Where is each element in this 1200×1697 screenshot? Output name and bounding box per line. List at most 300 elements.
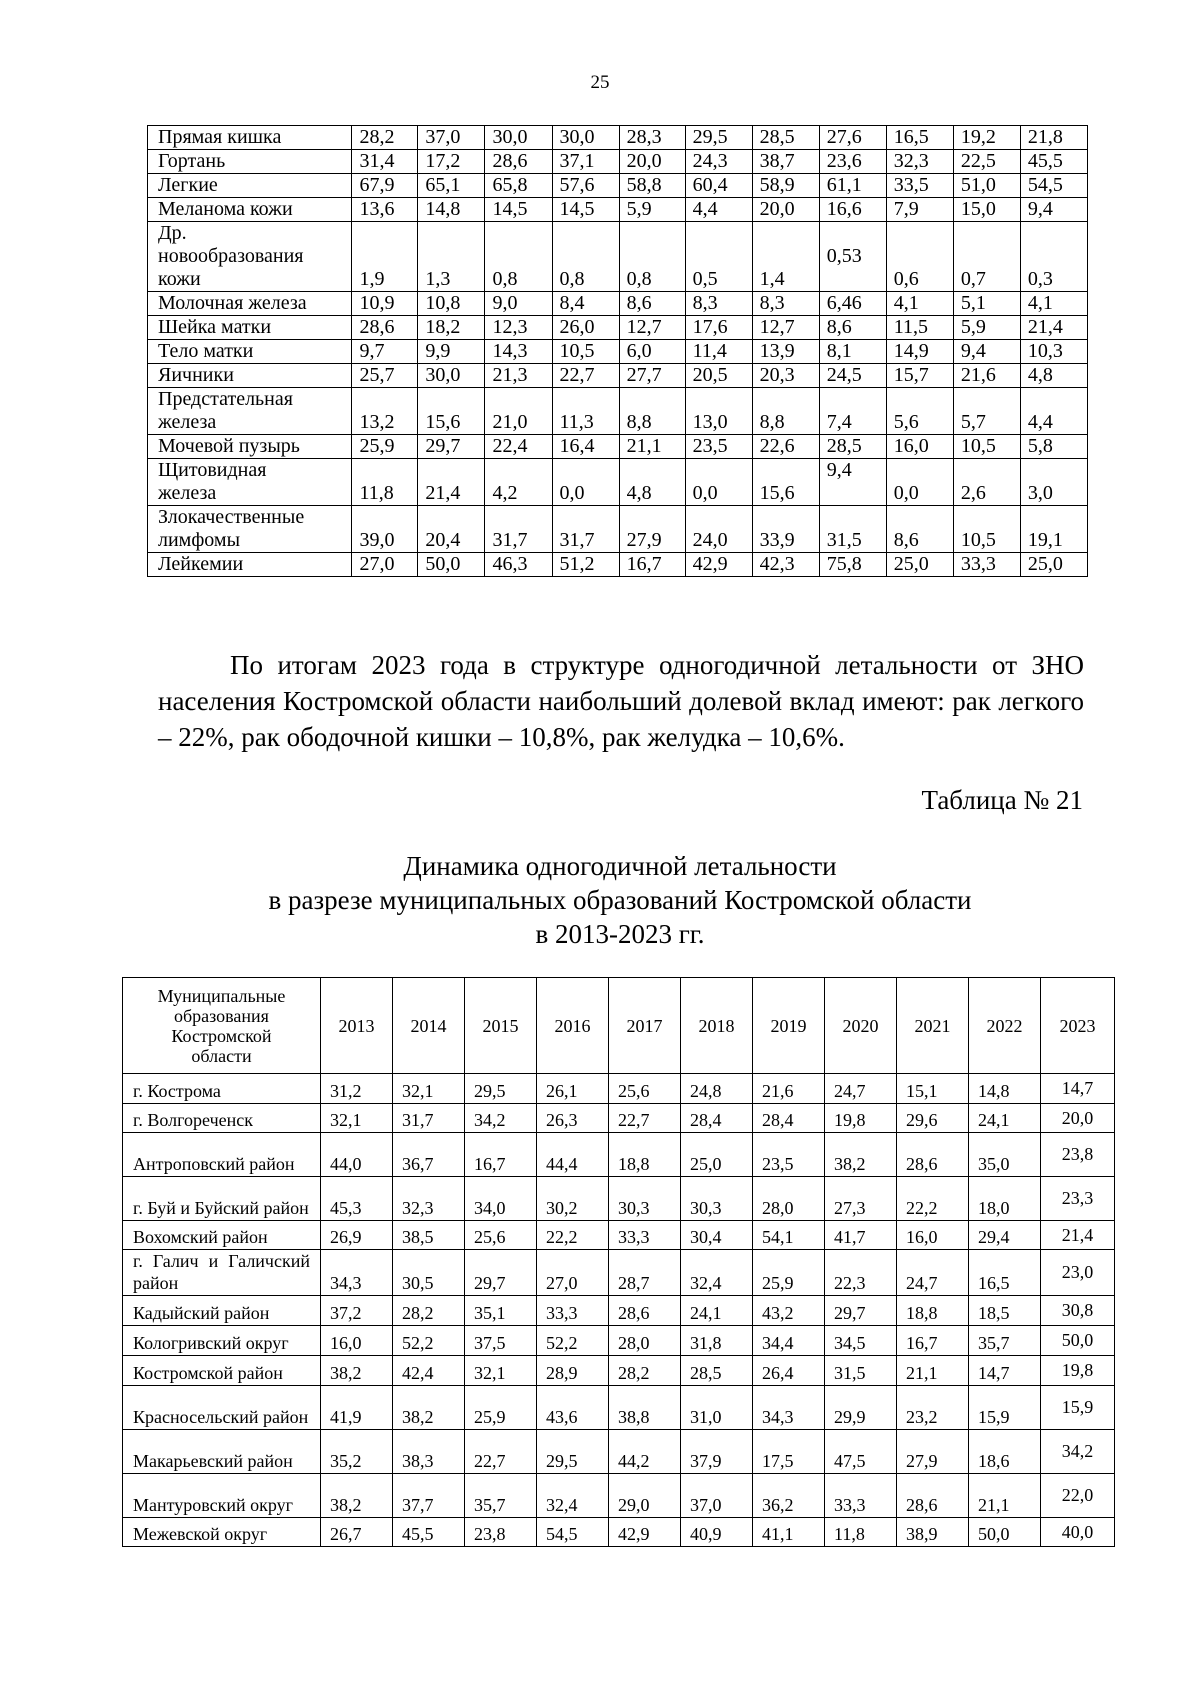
row-label-line: новообразования <box>158 245 304 267</box>
cell-value: 60,4 <box>692 174 728 196</box>
value-cell <box>552 174 619 198</box>
value-cell: 22,0 <box>1041 1474 1115 1518</box>
cell-value: 3,0 <box>1027 482 1053 504</box>
value-cell <box>886 292 953 316</box>
value-cell <box>485 316 552 340</box>
table-row <box>123 1250 1115 1296</box>
value-cell: 41,9 <box>321 1386 393 1430</box>
cell-value: 29,7 <box>425 435 461 457</box>
cell-value: 0,53 <box>826 245 862 267</box>
cell-value: 5,8 <box>1027 435 1053 457</box>
value-cell <box>752 364 819 388</box>
value-cell <box>819 222 886 292</box>
value-cell: 19,8 <box>825 1104 897 1133</box>
cell-value: 17,2 <box>425 150 461 172</box>
municipality-name: Межевской округ <box>123 1518 321 1547</box>
cell-value: 4,4 <box>692 198 718 220</box>
value-cell: 25,9 <box>753 1250 825 1296</box>
value-cell: 50,0 <box>1041 1326 1115 1356</box>
value-cell <box>619 364 685 388</box>
value-cell <box>552 126 619 150</box>
value-cell <box>552 292 619 316</box>
value-cell: 25,6 <box>609 1074 681 1104</box>
value-cell <box>352 459 418 506</box>
cell-value: 25,0 <box>1027 553 1063 575</box>
cell-value: 8,6 <box>626 292 652 314</box>
value-cell: 28,5 <box>681 1356 753 1386</box>
value-cell: 32,4 <box>537 1474 609 1518</box>
value-cell: 29,6 <box>897 1104 969 1133</box>
header-year: 2018 <box>681 978 753 1074</box>
header-year: 2017 <box>609 978 681 1074</box>
value-cell: 38,2 <box>825 1133 897 1177</box>
cell-value: 29,5 <box>692 126 728 148</box>
cell-value: 28,6 <box>492 150 528 172</box>
row-label-line: Тело матки <box>158 340 254 362</box>
cell-value: 4,4 <box>1027 411 1053 433</box>
value-cell <box>953 174 1020 198</box>
cell-value: 0,0 <box>692 482 718 504</box>
value-cell <box>685 506 752 553</box>
value-cell: 22,3 <box>825 1250 897 1296</box>
value-cell <box>685 435 752 459</box>
value-cell <box>352 292 418 316</box>
value-cell <box>352 174 418 198</box>
value-cell: 31,8 <box>681 1326 753 1356</box>
value-cell: 18,5 <box>969 1296 1041 1326</box>
cell-value: 0,0 <box>893 482 919 504</box>
value-cell <box>752 553 819 577</box>
caption-line-1: Динамика одногодичной летальности <box>403 851 837 881</box>
table-row <box>148 364 1088 388</box>
table-row <box>148 553 1088 577</box>
value-cell <box>619 435 685 459</box>
header-year: 2013 <box>321 978 393 1074</box>
value-cell: 32,4 <box>681 1250 753 1296</box>
cell-value: 11,3 <box>559 411 594 433</box>
value-cell <box>418 364 485 388</box>
cell-value: 8,1 <box>826 340 852 362</box>
row-label-line: лимфомы <box>158 529 241 551</box>
value-cell <box>352 126 418 150</box>
value-cell <box>819 292 886 316</box>
value-cell <box>552 340 619 364</box>
cell-value: 10,9 <box>359 292 395 314</box>
value-cell: 38,2 <box>321 1356 393 1386</box>
value-cell: 47,5 <box>825 1430 897 1474</box>
cell-value: 21,4 <box>425 482 461 504</box>
value-cell <box>819 553 886 577</box>
value-cell <box>752 340 819 364</box>
cell-value: 28,5 <box>759 126 795 148</box>
value-cell <box>619 222 685 292</box>
value-cell <box>1020 174 1087 198</box>
value-cell <box>418 459 485 506</box>
cell-value: 0,0 <box>559 482 585 504</box>
value-cell <box>485 459 552 506</box>
value-cell: 24,1 <box>969 1104 1041 1133</box>
table-row <box>123 1474 1115 1518</box>
municipality-name: Вохомский район <box>123 1221 321 1250</box>
value-cell: 21,6 <box>753 1074 825 1104</box>
value-cell: 23,8 <box>1041 1133 1115 1177</box>
value-cell <box>886 459 953 506</box>
table-row <box>148 174 1088 198</box>
value-cell <box>552 435 619 459</box>
value-cell: 38,9 <box>897 1518 969 1547</box>
value-cell: 14,7 <box>969 1356 1041 1386</box>
cell-value: 67,9 <box>359 174 395 196</box>
value-cell: 30,4 <box>681 1221 753 1250</box>
cell-value: 15,7 <box>893 364 929 386</box>
cell-value: 33,9 <box>759 529 795 551</box>
cell-value: 46,3 <box>492 553 528 575</box>
value-cell <box>485 506 552 553</box>
cell-value: 18,2 <box>425 316 461 338</box>
cell-value: 57,6 <box>559 174 595 196</box>
value-cell <box>1020 316 1087 340</box>
cell-value: 14,8 <box>425 198 461 220</box>
mortality-by-municipality-table <box>122 977 1115 1547</box>
table-row <box>123 1074 1115 1104</box>
municipality-name: г. Кострома <box>123 1074 321 1104</box>
row-label <box>148 316 352 340</box>
cell-value: 10,8 <box>425 292 461 314</box>
caption-line-2: в разрезе муниципальных образований Костромской области <box>268 885 972 915</box>
value-cell: 28,2 <box>609 1356 681 1386</box>
row-label-line: Злокачественные <box>158 506 305 528</box>
value-cell <box>819 198 886 222</box>
cell-value: 9,4 <box>826 459 852 481</box>
cell-value: 30,0 <box>559 126 595 148</box>
cell-value: 24,3 <box>692 150 728 172</box>
cell-value: 0,8 <box>626 268 652 290</box>
row-label <box>148 435 352 459</box>
value-cell <box>352 316 418 340</box>
cell-value: 8,4 <box>559 292 585 314</box>
cell-value: 1,9 <box>359 268 385 290</box>
value-cell: 27,3 <box>825 1177 897 1221</box>
value-cell <box>953 388 1020 435</box>
cell-value: 5,7 <box>960 411 986 433</box>
table-row <box>123 1386 1115 1430</box>
value-cell <box>819 364 886 388</box>
value-cell <box>752 198 819 222</box>
cell-value: 38,7 <box>759 150 795 172</box>
row-label <box>148 553 352 577</box>
row-label <box>148 126 352 150</box>
table-row <box>148 506 1088 553</box>
value-cell <box>752 459 819 506</box>
cell-value: 16,0 <box>893 435 929 457</box>
cell-value: 1,4 <box>759 268 785 290</box>
value-cell <box>886 126 953 150</box>
row-label-line: Гортань <box>158 150 226 172</box>
value-cell: 18,0 <box>969 1177 1041 1221</box>
value-cell: 28,9 <box>537 1356 609 1386</box>
value-cell <box>685 364 752 388</box>
value-cell <box>1020 435 1087 459</box>
value-cell: 33,3 <box>825 1474 897 1518</box>
cell-value: 23,5 <box>692 435 728 457</box>
value-cell <box>819 506 886 553</box>
value-cell <box>619 506 685 553</box>
municipality-name: Кологривский округ <box>123 1326 321 1356</box>
value-cell <box>485 198 552 222</box>
value-cell <box>1020 150 1087 174</box>
value-cell <box>819 174 886 198</box>
municipality-name: Макарьевский район <box>123 1430 321 1474</box>
value-cell <box>953 435 1020 459</box>
value-cell <box>619 316 685 340</box>
cell-value: 23,6 <box>826 150 862 172</box>
cell-value: 27,7 <box>626 364 662 386</box>
value-cell: 34,3 <box>321 1250 393 1296</box>
value-cell: 34,2 <box>1041 1430 1115 1474</box>
value-cell: 28,7 <box>609 1250 681 1296</box>
row-label-line: Шейка матки <box>158 316 272 338</box>
cell-value: 54,5 <box>1027 174 1063 196</box>
value-cell <box>752 506 819 553</box>
cell-value: 28,2 <box>359 126 395 148</box>
value-cell: 40,0 <box>1041 1518 1115 1547</box>
value-cell: 34,4 <box>753 1326 825 1356</box>
value-cell <box>352 364 418 388</box>
value-cell: 28,6 <box>897 1133 969 1177</box>
row-label <box>148 174 352 198</box>
value-cell <box>485 292 552 316</box>
cell-value: 51,0 <box>960 174 996 196</box>
value-cell: 30,3 <box>609 1177 681 1221</box>
value-cell <box>819 316 886 340</box>
table-row <box>148 222 1088 292</box>
cell-value: 20,0 <box>759 198 795 220</box>
value-cell: 22,7 <box>465 1430 537 1474</box>
value-cell <box>485 435 552 459</box>
cell-value: 9,4 <box>1027 198 1053 220</box>
value-cell <box>685 340 752 364</box>
cell-value: 13,6 <box>359 198 395 220</box>
row-label <box>148 340 352 364</box>
value-cell <box>819 388 886 435</box>
value-cell: 33,3 <box>537 1296 609 1326</box>
value-cell: 34,5 <box>825 1326 897 1356</box>
value-cell <box>953 198 1020 222</box>
value-cell: 52,2 <box>537 1326 609 1356</box>
value-cell <box>619 150 685 174</box>
table-row <box>148 388 1088 435</box>
cell-value: 28,5 <box>826 435 862 457</box>
row-label-line: Др. <box>158 222 187 244</box>
cell-value: 58,8 <box>626 174 662 196</box>
table-row <box>148 316 1088 340</box>
row-label-line: кожи <box>158 268 201 290</box>
value-cell <box>953 506 1020 553</box>
row-label-line: Яичники <box>158 364 234 386</box>
value-cell: 29,5 <box>537 1430 609 1474</box>
cell-value: 4,1 <box>1027 292 1053 314</box>
value-cell: 27,0 <box>537 1250 609 1296</box>
cell-value: 65,1 <box>425 174 461 196</box>
cell-value: 33,5 <box>893 174 929 196</box>
value-cell <box>953 292 1020 316</box>
value-cell <box>685 174 752 198</box>
cell-value: 17,6 <box>692 316 728 338</box>
value-cell <box>552 198 619 222</box>
cell-value: 16,7 <box>626 553 662 575</box>
value-cell: 21,1 <box>897 1356 969 1386</box>
value-cell: 40,9 <box>681 1518 753 1547</box>
value-cell: 54,5 <box>537 1518 609 1547</box>
value-cell <box>819 150 886 174</box>
value-cell <box>685 198 752 222</box>
cell-value: 16,5 <box>893 126 929 148</box>
table-row <box>123 1104 1115 1133</box>
value-cell <box>685 459 752 506</box>
cell-value: 33,3 <box>960 553 996 575</box>
value-cell: 28,6 <box>897 1474 969 1518</box>
value-cell: 35,1 <box>465 1296 537 1326</box>
cell-value: 9,0 <box>492 292 518 314</box>
cell-value: 22,4 <box>492 435 528 457</box>
value-cell <box>953 126 1020 150</box>
cell-value: 65,8 <box>492 174 528 196</box>
value-cell <box>886 506 953 553</box>
mortality-by-site-table <box>147 125 1088 577</box>
municipality-name: Кадыйский район <box>123 1296 321 1326</box>
value-cell <box>418 174 485 198</box>
value-cell: 29,0 <box>609 1474 681 1518</box>
value-cell <box>819 340 886 364</box>
table-caption <box>0 849 1200 951</box>
value-cell: 26,9 <box>321 1221 393 1250</box>
value-cell: 28,0 <box>609 1326 681 1356</box>
value-cell: 22,2 <box>537 1221 609 1250</box>
value-cell: 16,7 <box>897 1326 969 1356</box>
value-cell: 42,9 <box>609 1518 681 1547</box>
cell-value: 4,8 <box>626 482 652 504</box>
value-cell: 45,5 <box>393 1518 465 1547</box>
value-cell: 14,8 <box>969 1074 1041 1104</box>
value-cell <box>619 126 685 150</box>
value-cell <box>953 316 1020 340</box>
header-year: 2021 <box>897 978 969 1074</box>
row-label-line: Легкие <box>158 174 218 196</box>
value-cell <box>886 435 953 459</box>
cell-value: 27,0 <box>359 553 395 575</box>
value-cell <box>552 150 619 174</box>
page-number: 25 <box>590 72 610 93</box>
cell-value: 11,8 <box>359 482 394 504</box>
cell-value: 11,4 <box>692 340 727 362</box>
table-row <box>123 1356 1115 1386</box>
cell-value: 31,7 <box>492 529 528 551</box>
cell-value: 42,9 <box>692 553 728 575</box>
cell-value: 4,2 <box>492 482 518 504</box>
table-row <box>123 1296 1115 1326</box>
header-year: 2015 <box>465 978 537 1074</box>
value-cell <box>752 222 819 292</box>
cell-value: 37,0 <box>425 126 461 148</box>
value-cell <box>886 553 953 577</box>
value-cell <box>418 292 485 316</box>
value-cell <box>485 388 552 435</box>
cell-value: 26,0 <box>559 316 595 338</box>
cell-value: 32,3 <box>893 150 929 172</box>
value-cell: 24,1 <box>681 1296 753 1326</box>
value-cell: 32,1 <box>465 1356 537 1386</box>
value-cell <box>552 388 619 435</box>
cell-value: 8,8 <box>759 411 785 433</box>
table-row <box>148 435 1088 459</box>
cell-value: 8,8 <box>626 411 652 433</box>
cell-value: 13,2 <box>359 411 395 433</box>
value-cell <box>1020 506 1087 553</box>
value-cell <box>819 435 886 459</box>
value-cell: 31,5 <box>825 1356 897 1386</box>
value-cell: 28,4 <box>681 1104 753 1133</box>
value-cell: 44,2 <box>609 1430 681 1474</box>
value-cell: 34,2 <box>465 1104 537 1133</box>
cell-value: 28,3 <box>626 126 662 148</box>
cell-value: 15,6 <box>425 411 461 433</box>
cell-value: 14,5 <box>492 198 528 220</box>
table-row <box>148 292 1088 316</box>
cell-value: 5,9 <box>626 198 652 220</box>
value-cell <box>819 126 886 150</box>
cell-value: 27,9 <box>626 529 662 551</box>
cell-value: 22,6 <box>759 435 795 457</box>
value-cell: 16,5 <box>969 1250 1041 1296</box>
cell-value: 21,8 <box>1027 126 1063 148</box>
value-cell: 31,7 <box>393 1104 465 1133</box>
cell-value: 20,5 <box>692 364 728 386</box>
value-cell <box>953 459 1020 506</box>
value-cell: 16,0 <box>897 1221 969 1250</box>
cell-value: 19,2 <box>960 126 996 148</box>
cell-value: 21,3 <box>492 364 528 386</box>
value-cell: 21,1 <box>969 1474 1041 1518</box>
value-cell: 32,1 <box>321 1104 393 1133</box>
value-cell: 23,0 <box>1041 1250 1115 1296</box>
table-row <box>148 126 1088 150</box>
value-cell: 29,9 <box>825 1386 897 1430</box>
value-cell <box>619 292 685 316</box>
value-cell <box>619 340 685 364</box>
value-cell <box>685 316 752 340</box>
value-cell: 32,1 <box>393 1074 465 1104</box>
cell-value: 9,4 <box>960 340 986 362</box>
row-label-line: железа <box>158 411 217 433</box>
cell-value: 10,5 <box>960 529 996 551</box>
value-cell: 33,3 <box>609 1221 681 1250</box>
value-cell: 37,0 <box>681 1474 753 1518</box>
cell-value: 12,7 <box>759 316 795 338</box>
cell-value: 14,9 <box>893 340 929 362</box>
cell-value: 16,6 <box>826 198 862 220</box>
row-label <box>148 459 352 506</box>
value-cell <box>418 198 485 222</box>
value-cell: 36,2 <box>753 1474 825 1518</box>
municipality-name: г. Галич и Галичский район <box>123 1250 321 1296</box>
value-cell: 38,2 <box>321 1474 393 1518</box>
value-cell: 38,5 <box>393 1221 465 1250</box>
value-cell <box>1020 126 1087 150</box>
value-cell <box>485 364 552 388</box>
value-cell: 38,8 <box>609 1386 681 1430</box>
value-cell: 28,6 <box>609 1296 681 1326</box>
cell-value: 7,4 <box>826 411 852 433</box>
